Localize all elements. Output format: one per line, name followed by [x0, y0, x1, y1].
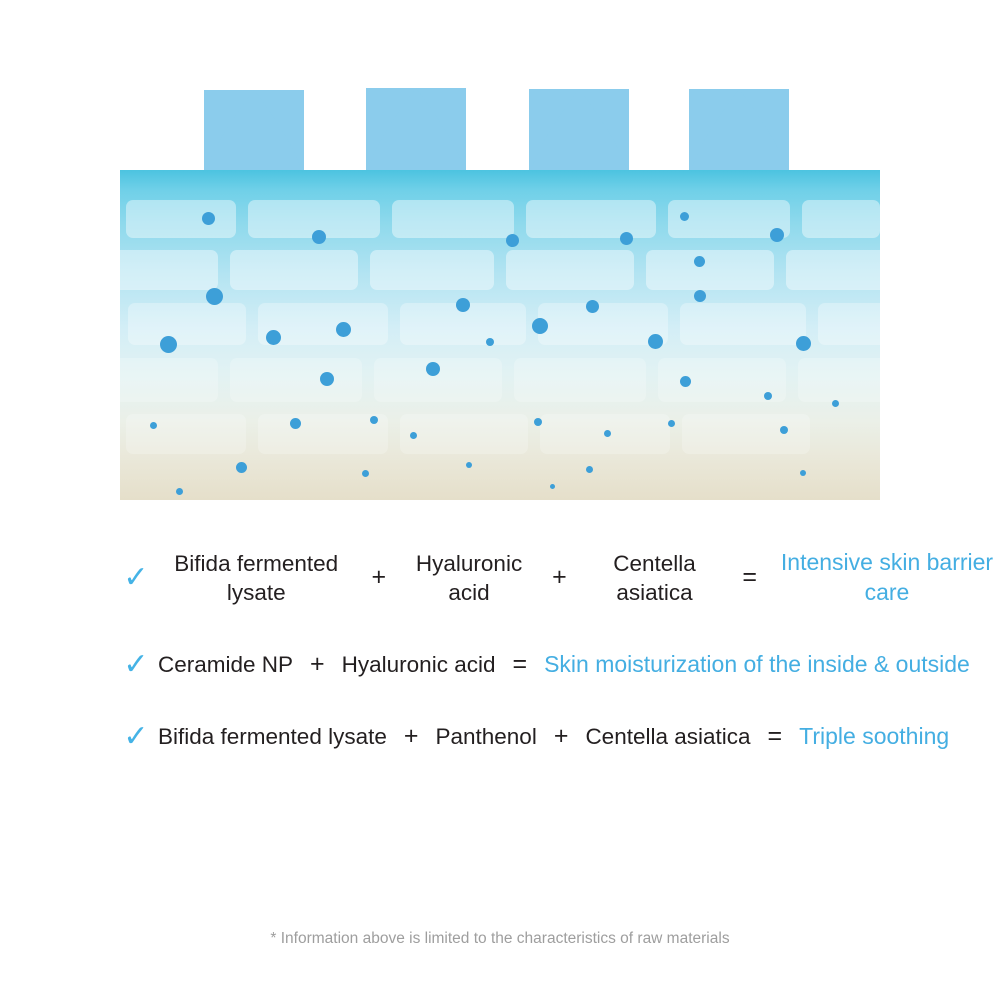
moisture-particle: [312, 230, 326, 244]
skin-cell-brick: [682, 414, 810, 454]
plus-operator: +: [310, 650, 325, 679]
equals-operator: =: [767, 722, 783, 751]
moisture-particle: [586, 300, 599, 313]
ingredient-term: Bifida fermented lysate: [174, 550, 339, 605]
skin-cell-brick: [392, 200, 514, 238]
skin-cell-brick: [120, 358, 218, 402]
moisture-particle: [796, 336, 811, 351]
moisture-particle: [202, 212, 215, 225]
formula-row: [0, 719, 1000, 753]
formula-result: Intensive skin barrier care: [780, 549, 994, 605]
formula-result: Skin moisturization of the inside & outside: [544, 650, 970, 677]
moisture-particle: [694, 290, 706, 302]
moisture-particle: [466, 462, 472, 468]
equals-operator: =: [512, 650, 528, 679]
plus-operator: +: [552, 563, 567, 592]
plus-operator: +: [371, 563, 387, 592]
skin-cell-brick: [818, 303, 880, 345]
moisture-particle: [694, 256, 705, 267]
ingredient-term: Hyaluronic acid: [341, 652, 496, 678]
moisture-particle: [668, 420, 675, 427]
moisture-particle: [780, 426, 788, 434]
equals-operator: =: [742, 563, 757, 592]
moisture-particle: [586, 466, 593, 473]
skin-cell-brick: [126, 414, 246, 454]
moisture-particle: [550, 484, 555, 489]
plus-operator: +: [553, 722, 569, 751]
moisture-particle: [370, 416, 378, 424]
moisture-particle: [160, 336, 177, 353]
moisture-particle: [604, 430, 611, 437]
skin-cell-brick: [230, 358, 362, 402]
skin-cell-brick: [506, 250, 634, 290]
skin-cell-brick: [646, 250, 774, 290]
ingredient-term: Bifida fermented lysate: [158, 724, 387, 750]
moisture-particle: [648, 334, 663, 349]
skin-cell-brick: [786, 250, 880, 290]
skin-cell-brick: [258, 414, 388, 454]
skin-cell-brick: [128, 303, 246, 345]
moisture-particle: [534, 418, 542, 426]
moisture-particle: [620, 232, 633, 245]
skin-cell-brick: [802, 200, 880, 238]
moisture-particle: [486, 338, 494, 346]
skin-cell-brick: [230, 250, 358, 290]
moisture-particle: [456, 298, 470, 312]
ingredient-term: Ceramide NP: [158, 652, 294, 678]
formula-row: [0, 548, 1000, 608]
moisture-particle: [764, 392, 772, 400]
moisture-particle: [832, 400, 839, 407]
moisture-particle: [410, 432, 417, 439]
skin-layers: [120, 170, 880, 500]
ingredient-term: Panthenol: [435, 724, 537, 750]
moisture-particle: [236, 462, 247, 473]
skin-cell-brick: [370, 250, 494, 290]
moisture-particle: [206, 288, 223, 305]
formula-row: [0, 647, 1000, 681]
moisture-particle: [426, 362, 440, 376]
footnote: * Information above is limited to the characteristics of raw materials: [270, 930, 730, 947]
ingredient-term: Centella asiatica: [613, 550, 696, 605]
formula-result: Triple soothing: [799, 722, 950, 749]
check-icon: ✓: [123, 719, 149, 753]
ingredient-term: Hyaluronic acid: [415, 550, 523, 605]
skin-cell-brick: [120, 250, 218, 290]
skin-cell-brick: [400, 414, 528, 454]
skin-cell-brick: [680, 303, 806, 345]
moisture-particle: [362, 470, 369, 477]
moisture-particle: [336, 322, 351, 337]
moisture-particle: [800, 470, 806, 476]
moisture-particle: [320, 372, 334, 386]
ingredient-term: Centella asiatica: [585, 724, 751, 750]
moisture-particle: [770, 228, 784, 242]
skin-cell-brick: [526, 200, 656, 238]
skin-cell-brick: [514, 358, 646, 402]
moisture-particle: [176, 488, 183, 495]
moisture-particle: [150, 422, 157, 429]
plus-operator: +: [403, 722, 419, 751]
check-icon: ✓: [123, 560, 149, 594]
moisture-particle: [532, 318, 548, 334]
skin-barrier-illustration: [120, 80, 880, 510]
skin-cell-brick: [798, 358, 880, 402]
moisture-particle: [266, 330, 281, 345]
moisture-particle: [290, 418, 301, 429]
ingredient-formula-list: [0, 548, 1000, 794]
check-icon: ✓: [123, 647, 149, 681]
skin-cell-brick: [126, 200, 236, 238]
moisture-particle: [506, 234, 519, 247]
moisture-particle: [680, 376, 691, 387]
moisture-particle: [680, 212, 689, 221]
